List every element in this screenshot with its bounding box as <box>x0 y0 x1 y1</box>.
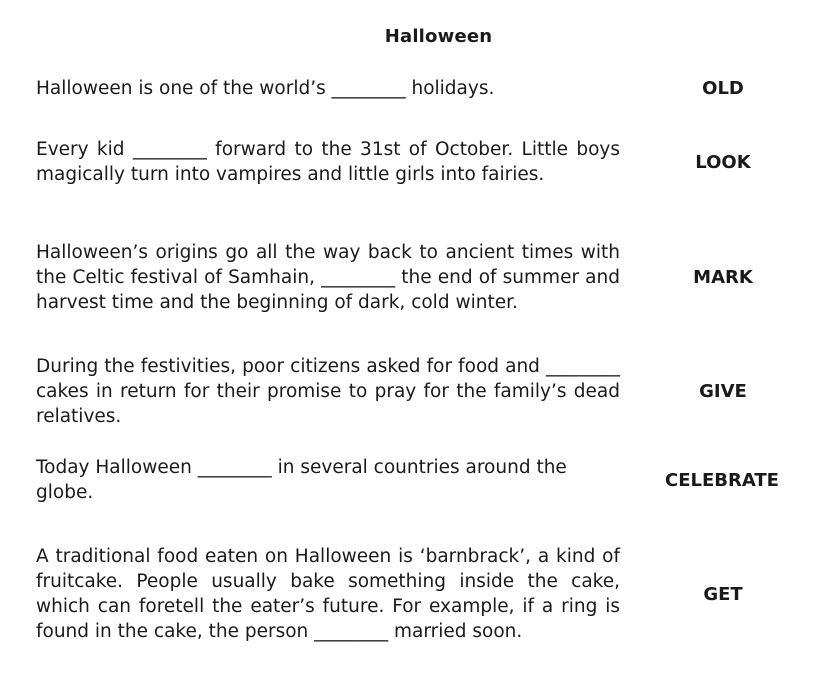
worksheet-title: Halloween <box>384 26 493 47</box>
exercise-row <box>36 353 810 429</box>
word-prompt: GET <box>703 583 743 605</box>
exercise-sentence: A traditional food eaten on Halloween is ‘barnbrack’, a kind of fruitcake. People usually bake something inside the cake, which can foretell the eater’s future. For example, if a ring is found in the cake, the person ________ married soon. <box>36 546 620 642</box>
exercise-sentence: During the festivities, poor citizens asked for food and ________ cakes in return for their promise to pray for the family’s dead relatives. <box>36 355 620 427</box>
exercise-row <box>36 531 810 657</box>
word-prompt: GIVE <box>699 380 747 402</box>
exercise-sentence: Halloween’s origins go all the way back to ancient times with the Celtic festival of Samhain, ________ the end of summer and harvest time and the beginning of dark, cold winter. <box>36 242 620 313</box>
exercise-row <box>36 227 810 328</box>
exercise-sentence: Every kid ________ forward to the 31st of October. Little boys magically turn into vampires and little girls into fairies. <box>36 139 620 185</box>
exercise-row <box>36 76 810 101</box>
word-prompt: MARK <box>693 267 753 288</box>
exercise-sentence: Halloween is one of the world’s ________ holidays. <box>36 78 495 99</box>
word-prompt: CELEBRATE <box>665 469 779 491</box>
exercise-row <box>36 124 810 200</box>
word-prompt: LOOK <box>695 151 751 173</box>
exercise-row <box>36 455 810 505</box>
exercise-sentence: Today Halloween ________ in several countries around the globe. <box>36 457 567 503</box>
word-prompt: OLD <box>702 78 744 99</box>
